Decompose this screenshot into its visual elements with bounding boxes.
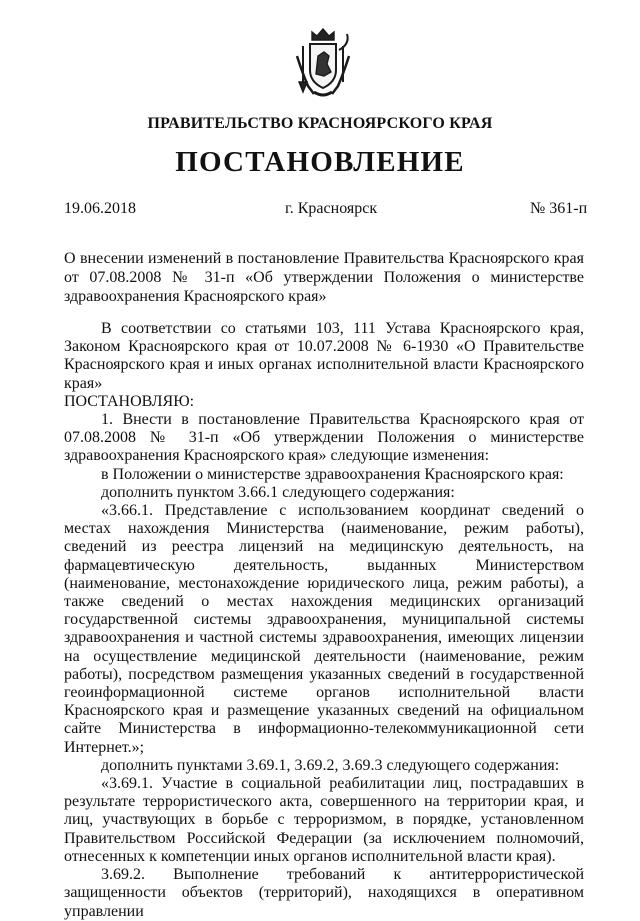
krasnoyarsk-coat-of-arms-icon bbox=[294, 26, 352, 100]
preamble-paragraph: В соответствии со статьями 103, 111 Устава Красноярского края, Законом Красноярского края от 10.07.2008 № 6-1930 «О Правительстве Красноярского края и иных органах исполнительной власти Красноярского края» bbox=[64, 320, 584, 392]
supplement-369-paragraph: дополнить пунктами 3.69.1, 3.69.2, 3.69.3 следующего содержания: bbox=[101, 756, 560, 774]
document-body bbox=[64, 320, 584, 921]
item-1-paragraph: 1. Внести в постановление Правительства Красноярского края от 07.08.2008 № 31-п «Об утверждении Положения о министерстве здравоохранения Красноярского края» следующие изменения: bbox=[64, 411, 584, 465]
clause-3661-paragraph: «3.66.1. Представление с использованием координат сведений о местах нахождения Министерства (наименование, режим работы), сведений из реестра лицензий на медицинскую деятельность, на фармацевтическую деятельность, выданных Министерством (наименование, местонахождение юридического лица, режим работы), а также сведений о местах нахождения медицинских организаций государственной системы здравоохранения, муниципальной системы здравоохранения и частной системы здравоохранения, имеющих лицензии на осуществление медицинской деятельности (наименование, режим работы), посредством размещения указанных сведений в государственной геоинформационной системе органов исполнительной власти Красноярского края и размещение указанных сведений на официальном сайте Министерства в информационно-телекоммуникационной сети Интернет.»; bbox=[64, 502, 584, 756]
document-number: № 361-п bbox=[530, 200, 588, 217]
regulation-paragraph: в Положении о министерстве здравоохранения Красноярского края: bbox=[101, 465, 564, 483]
clause-3692-paragraph: 3.69.2. Выполнение требований к антитеррористической защищенности объектов (территорий), находящихся в оперативном управлении bbox=[64, 866, 584, 920]
government-name: ПРАВИТЕЛЬСТВО КРАСНОЯРСКОГО КРАЯ bbox=[147, 115, 493, 132]
clause-3691-paragraph: «3.69.1. Участие в социальной реабилитации лиц, пострадавших в результате террористического акта, совершенного на территории края, и лиц, участвующих в борьбе с терроризмом, в порядке, установленном Правительством Российской Федерации (за исключением полномочий, отнесенных к компетенции иных органов исполнительной власти края). bbox=[64, 775, 584, 865]
document-type-title: ПОСТАНОВЛЕНИЕ bbox=[175, 146, 465, 178]
document-date: 19.06.2018 bbox=[64, 200, 136, 217]
document-subject: О внесении изменений в постановление Правительства Красноярского края от 07.08.2008 № 31-п «Об утверждении Положения о министерстве здравоохранения Красноярского края» bbox=[64, 250, 584, 305]
document-city: г. Красноярск bbox=[285, 200, 378, 217]
resolve-word: ПОСТАНОВЛЯЮ: bbox=[64, 392, 195, 410]
supplement-3661-paragraph: дополнить пунктом 3.66.1 следующего содержания: bbox=[101, 483, 455, 501]
